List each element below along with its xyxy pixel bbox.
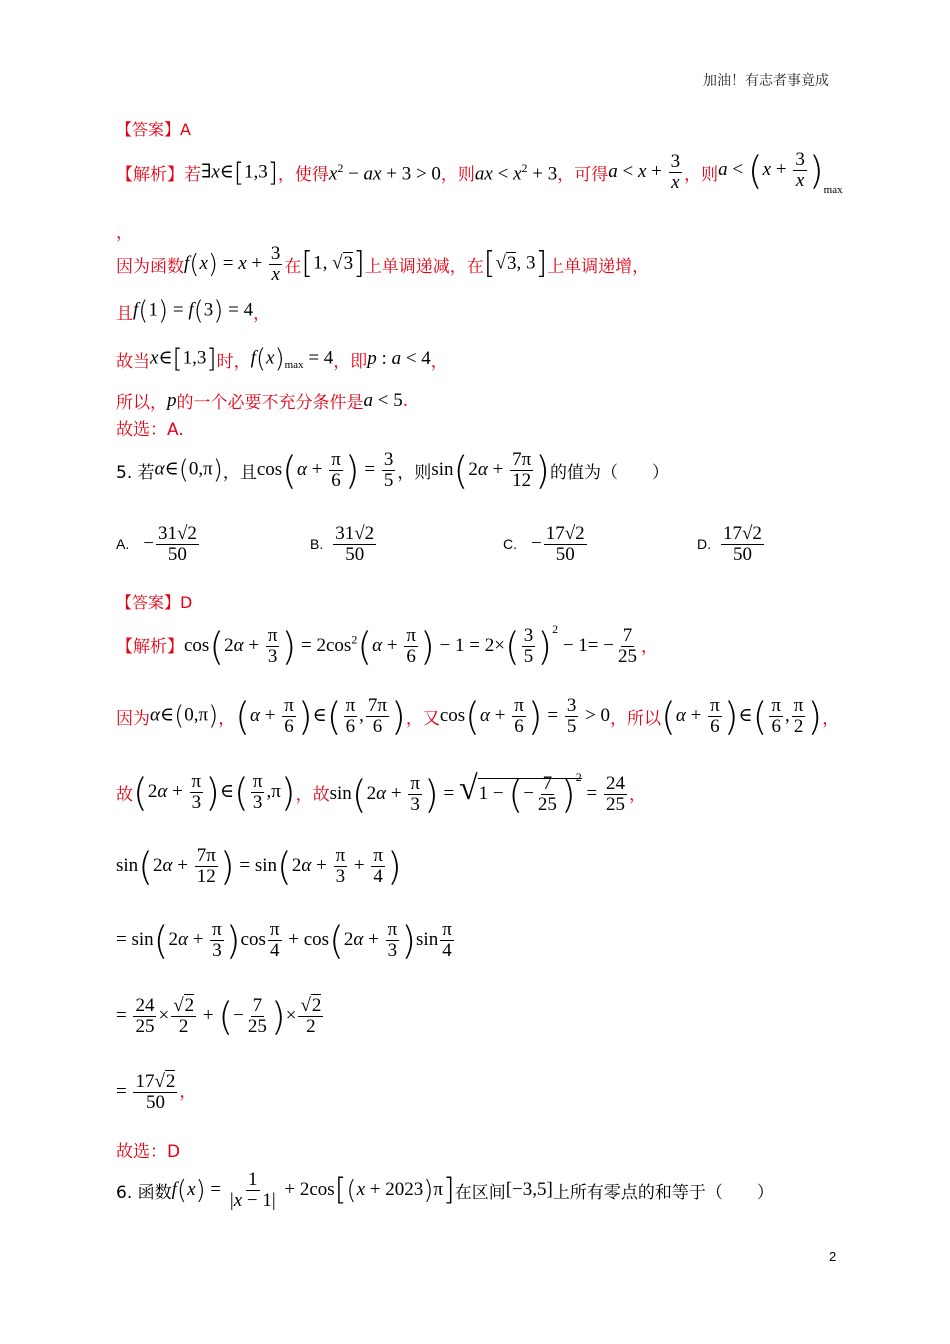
q6-stem [116,1170,774,1211]
option-b[interactable] [310,524,378,565]
option-d[interactable] [697,524,766,565]
math-exists: ∃x∈[1,3] [201,157,278,188]
math-alpha: α∈(0,π) [154,455,223,486]
q4-analysis-line1 [116,150,843,196]
math-max: $f(x)_{max} = 4$ [250,344,334,374]
header-slogan: 加油！有志者事竟成 [703,73,829,89]
q5-stem [116,450,669,491]
text: 的一个必要不充分条件是 [176,393,364,413]
option-label: A. [116,536,130,553]
text: 且 [116,303,133,324]
text: ，使得 [277,165,329,186]
math-step1: cos(2α + $\frac{\pi}{3}$ ) = $2\cos^2(\alpha$ + $\frac{\pi}{6}$ ) − 1 = 2×( $\frac{3}{5}$ )$^2$ − 1= − $\frac{7}{25}$ [184,622,637,669]
math-range2: (α + $\frac{\pi}{6}$ )∈( $\frac{\pi}{6}$ , $\frac{7\pi}{6}$ ) [235,694,406,739]
text: ，则 [684,165,719,186]
option-sign: − [531,533,542,555]
math-sin: sin(2α + $\frac{7\pi}{12}$ ) [431,448,550,493]
q4-answer: 【答案】A [116,120,191,139]
math-sin2: sin(2α + $\frac{\pi}{3}$ ) = √1 − (− $\frac{7}{25}$ )$^2$ = $\frac{24}{25}$ [329,770,625,817]
text: 6. 函数 [116,1182,172,1203]
option-frac: $\frac{31√2}{50}$ [335,523,375,565]
option-c[interactable] [503,524,589,565]
analysis-label: 【解析】 [116,165,184,186]
q5-derivation-3: = $\frac{24}{25}$ × $\frac{√2}{2}$ + (− $\frac{7}{25}$ )× $\frac{√2}{2}$ [116,994,322,1039]
text: 时， [216,351,251,372]
math-ineq1: $x^2$ − ax + 3 > 0 [328,160,441,185]
option-frac: $\frac{31√2}{50}$ [157,523,197,565]
q5-derivation-4: = $\frac{17√2}{50}$ ， [116,1071,197,1113]
q4-analysis-line3: 且 f(1) = f(3) = 4 ， [116,296,271,326]
text: 故 [116,785,133,806]
text: ，则 [397,462,432,483]
text: 上单调递减，在 [364,256,484,277]
analysis-label: 【解析】 [116,637,184,658]
text: ，又 [405,708,440,729]
math-range3: (α + $\frac{\pi}{6}$ )∈( $\frac{\pi}{6}$ , $\frac{\pi}{2}$ ) [661,694,823,739]
math-eq: f(1) = f(3) = 4 [133,296,254,326]
text: ，故 [295,785,330,806]
math-range: α∈(0,π) [150,701,219,732]
text: 所以， [116,393,167,413]
q5-analysis-line3: 故 (2α + $\frac{\pi}{3}$ )∈( $\frac{\pi}{3}$ ,π) ，故 sin(2α + $\frac{\pi}{3}$ ) = √1 − (− $\frac{7}{25}$ )$^2$ = $\frac{24}{25}$ ， [116,770,646,817]
text: 的值为（ ） [549,462,669,483]
q5-select: 故选：D [116,1142,181,1162]
text: ，则 [440,165,475,186]
math-cos2: cos(α + $\frac{\pi}{6}$ ) = $\frac{3}{5}$ > 0 [439,694,611,739]
math-interval2: [√3, 3] [483,246,548,282]
text: ，即 [333,351,368,372]
math-interval1: [1, √3] [301,246,365,282]
q5-analysis-line1: 【解析】 cos(2α + $\frac{\pi}{3}$ ) = $2\cos^2(\alpha$ + $\frac{\pi}{6}$ ) − 1 = 2×( $\frac{3}{5}$ )$^2$ − 1= − $\frac{7}{25}$ ， [116,622,658,669]
math-ineq4: a < (x + $\frac{3}{x}$ )$_{max}$ [718,148,843,196]
math-cos: cos(α + $\frac{\pi}{6}$ ) = $\frac{3}{5}$ [256,448,394,493]
math-range: x∈[1,3] [150,344,217,374]
text: ，且 [222,462,257,483]
text: 上所有零点的和等于（ ） [552,1182,774,1203]
text: 因为 [116,708,150,729]
q5-derivation-1: sin(2α + $\frac{7\pi}{12}$ ) = sin(2α + $\frac{\pi}{3}$ + $\frac{\pi}{4}$ ) [116,844,402,889]
text: 在区间 [454,1182,506,1203]
q5-analysis-line2: 因为 α∈(0,π) ， (α + $\frac{\pi}{6}$ )∈( $\frac{\pi}{6}$ , $\frac{7\pi}{6}$ ) ，又 cos(α + $\frac{\pi}{6}$ ) = $\frac{3}{5}$ > 0 ，所以 (α + $\frac{\pi}{6}$ )∈( $\frac{\pi}{6}$ , $\frac{\pi}{2}$ ) ， [116,694,840,739]
text: 因为函数 [116,256,184,277]
text: ，所以 [610,708,662,729]
q4-select: 故选：A. [116,420,184,440]
q4-analysis-line4: 故当 x∈[1,3] 时， $f(x)_{max} = 4$ ，即 p : a < 4 ， [116,344,448,374]
math-p2: p [167,389,177,411]
q5-derivation-2: = sin(2α + $\frac{\pi}{3}$ )cos $\frac{\pi}{4}$ + cos(2α + $\frac{\pi}{3}$ )sin $\frac{\pi}{4}$ [116,918,452,963]
math-p: p : a < 4 [367,348,431,369]
math-ineq2: ax < $x^2 + 3$ [474,160,558,185]
text: 若 [184,165,201,186]
q5-answer: 【答案】D [116,593,193,612]
math-fx: f(x) = x + $\frac{3}{x}$ [184,243,281,285]
math-range4: (2α + $\frac{\pi}{3}$ )∈( $\frac{\pi}{3}$ ,π) [133,770,296,815]
text: 在 [284,256,302,277]
page-number: 2 [829,1249,837,1264]
option-sign: − [143,533,154,555]
option-label: C. [503,536,517,553]
math-ineq3: a < x + $\frac{3}{x}$ [608,151,681,194]
q4-analysis-line2 [116,244,649,285]
option-label: B. [310,536,324,553]
q4-analysis-line5: 所以， p 的一个必要不充分条件是 a < 5 . [116,389,409,413]
math-interval: [−3,5] [505,1179,553,1201]
option-a[interactable] [116,524,201,565]
text: ，可得 [557,165,609,186]
option-frac: $\frac{17√2}{50}$ [545,523,585,565]
text: 故当 [116,351,150,372]
option-label: D. [697,536,711,553]
math-func: f(x) = $\frac{1}{|x - 1|}$ + 2cos[(x + 2023)π] [171,1169,455,1211]
q4-comma: ， [116,223,133,243]
text: 上单调递增， [547,256,650,277]
math-a5: a < 5 [363,389,403,411]
option-frac: $\frac{17√2}{50}$ [723,523,762,565]
text: 5. 若 [116,462,155,483]
